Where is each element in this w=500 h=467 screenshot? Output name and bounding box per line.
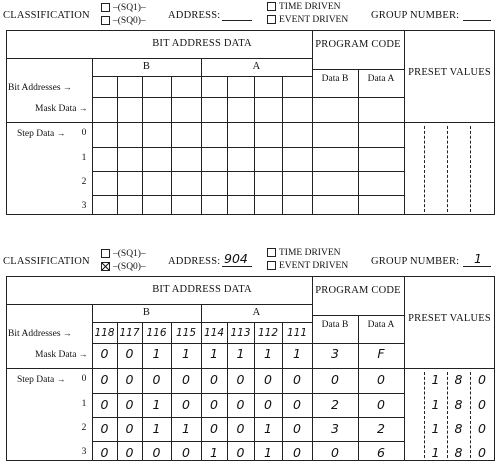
step-data-b-cell[interactable]: 0 <box>331 445 339 460</box>
hline-ba-top <box>92 76 312 77</box>
step-bit-cell[interactable]: 1 <box>182 421 190 436</box>
step-data-b-cell[interactable]: 2 <box>331 397 339 412</box>
mask-data-cell[interactable]: 1 <box>152 346 161 361</box>
step-bit-cell[interactable]: 1 <box>152 421 161 436</box>
step-number-2: 2 <box>81 177 87 187</box>
sq1-option[interactable] <box>101 3 146 13</box>
step-bit-cell[interactable]: 1 <box>264 445 272 460</box>
preset-digit-cell[interactable]: 0 <box>478 372 486 387</box>
event-driven-checkbox[interactable] <box>267 15 276 24</box>
mask-data-cell[interactable]: 1 <box>210 346 218 361</box>
step-bit-cell[interactable]: 0 <box>100 372 109 387</box>
preset-digit-cell[interactable]: 8 <box>454 372 463 387</box>
preset-digit-cell[interactable]: 1 <box>431 397 440 412</box>
step-bit-cell[interactable]: 0 <box>210 372 218 387</box>
vline-prog-mid <box>358 315 359 461</box>
group-number-label: GROUP NUMBER: <box>371 256 460 267</box>
step-data-a-cell[interactable]: 0 <box>377 372 385 387</box>
time-driven-checkbox[interactable] <box>267 248 276 257</box>
step-bit-cell[interactable]: 0 <box>182 397 190 412</box>
time-driven-option[interactable] <box>267 2 340 12</box>
bit-addresses-label: Bit Addresses <box>8 83 61 93</box>
vline-bit-1 <box>117 76 118 215</box>
group-number-underline <box>463 20 491 21</box>
hline-header <box>6 304 312 305</box>
step-bit-cell[interactable]: 0 <box>125 397 134 412</box>
sq0-option[interactable] <box>101 16 146 26</box>
arrow-right-icon: → <box>76 349 88 359</box>
mask-data-row-label <box>35 349 88 360</box>
hline-header <box>6 58 312 59</box>
step-number-0: 0 <box>81 128 87 138</box>
program-code-header: PROGRAM CODE <box>315 285 401 296</box>
hline-preset-top <box>404 122 495 123</box>
vline-prog-left <box>312 30 313 215</box>
step-bit-cell[interactable]: 1 <box>152 397 161 412</box>
vline-bit-3 <box>171 76 172 215</box>
data-a-label: Data A <box>367 320 395 330</box>
data-a-label: Data A <box>367 74 395 84</box>
preset-divider-2 <box>470 126 471 212</box>
step-data-b-cell[interactable]: 0 <box>331 372 339 387</box>
step-number-2: 2 <box>81 423 87 433</box>
step-bit-cell[interactable]: 0 <box>293 445 301 460</box>
sq1-checkbox[interactable] <box>101 249 110 258</box>
event-driven-label: EVENT DRIVEN <box>279 15 349 25</box>
hline-step-top <box>6 122 404 123</box>
vline-bit-5 <box>227 76 228 215</box>
event-driven-checkbox[interactable] <box>267 261 276 270</box>
event-driven-option[interactable] <box>267 15 348 25</box>
bit-address-cell[interactable]: 114 <box>203 327 225 339</box>
preset-digit-cell[interactable]: 8 <box>454 397 463 412</box>
col-a-label: A <box>252 307 261 318</box>
step-data-b-cell[interactable]: 3 <box>331 421 339 436</box>
sq0-checkbox[interactable] <box>101 16 110 25</box>
col-b-label: B <box>142 61 151 72</box>
address-label: ADDRESS: <box>168 256 221 267</box>
step-number-3: 3 <box>81 447 87 457</box>
preset-digit-cell[interactable]: 0 <box>478 421 486 436</box>
vline-prog-right <box>404 276 405 461</box>
preset-digit-cell[interactable]: 8 <box>454 445 463 460</box>
mask-data-cell[interactable]: 1 <box>264 346 272 361</box>
sq1-checkbox[interactable] <box>101 3 110 12</box>
arrow-right-icon: → <box>54 128 66 138</box>
step-bit-cell[interactable]: 1 <box>264 421 272 436</box>
preset-digit-cell[interactable]: 8 <box>454 421 463 436</box>
preset-divider-1 <box>447 126 448 212</box>
sq0-option[interactable] <box>101 262 146 272</box>
mask-data-cell[interactable]: 0 <box>125 346 134 361</box>
bit-address-data-header: BIT ADDRESS DATA <box>152 284 252 295</box>
bit-address-cell[interactable]: 117 <box>119 327 140 339</box>
mask-data-cell[interactable]: 1 <box>293 346 301 361</box>
bit-address-data-header: BIT ADDRESS DATA <box>152 38 252 49</box>
arrow-right-icon: → <box>54 374 66 384</box>
bit-address-cell[interactable]: 116 <box>146 327 167 339</box>
step-bit-cell[interactable]: 0 <box>100 397 109 412</box>
step-data-a-cell[interactable]: 0 <box>377 397 385 412</box>
step-bit-cell[interactable]: 0 <box>182 445 190 460</box>
vline-bit-3 <box>171 322 172 461</box>
address-underline <box>222 20 252 21</box>
vline-bit-5 <box>227 322 228 461</box>
hline-step-top <box>6 368 404 369</box>
mask-data-cell[interactable]: 1 <box>182 346 190 361</box>
time-driven-label: TIME DRIVEN <box>279 248 341 258</box>
vline-bit-1 <box>117 322 118 461</box>
group-number-label: GROUP NUMBER: <box>371 10 460 21</box>
group-number-value[interactable]: 1 <box>474 251 482 266</box>
event-driven-option[interactable] <box>267 261 348 271</box>
bit-address-cell[interactable]: 115 <box>175 327 197 339</box>
sq1-label: –(SQ1)– <box>113 249 146 259</box>
preset-digit-cell[interactable]: 1 <box>431 372 440 387</box>
mask-program-b-cell[interactable]: 3 <box>331 346 339 361</box>
sq1-label: –(SQ1)– <box>113 3 146 13</box>
classification-label: CLASSIFICATION <box>3 256 90 267</box>
step-bit-cell[interactable]: 0 <box>236 372 245 387</box>
mask-program-a-cell[interactable]: F <box>377 346 385 361</box>
sq0-checkbox[interactable] <box>101 262 110 271</box>
bit-address-cell[interactable]: 118 <box>94 327 115 339</box>
data-b-label: Data B <box>321 74 349 84</box>
step-data-a-cell[interactable]: 6 <box>377 445 385 460</box>
sq0-label: –(SQ0)– <box>113 16 146 26</box>
sq1-option[interactable] <box>101 249 146 259</box>
step-bit-cell[interactable]: 0 <box>100 421 109 436</box>
preset-digit-cell[interactable]: 0 <box>478 445 486 460</box>
bit-addresses-row-label <box>8 328 72 339</box>
step-bit-cell[interactable]: 0 <box>264 397 272 412</box>
time-driven-option[interactable] <box>267 248 340 258</box>
bit-addresses-label: Bit Addresses <box>8 329 61 339</box>
preset-values-header: PRESET VALUES <box>408 313 491 324</box>
bit-address-cell[interactable]: 113 <box>230 327 251 339</box>
sq0-label: –(SQ0)– <box>113 262 146 272</box>
vline-prog-mid <box>358 69 359 215</box>
mask-data-cell[interactable]: 0 <box>100 346 109 361</box>
mask-data-label: Mask Data <box>35 104 77 114</box>
step-bit-cell[interactable]: 0 <box>210 421 218 436</box>
address-underline <box>222 266 252 267</box>
col-b-label: B <box>142 307 151 318</box>
step-bit-cell[interactable]: 0 <box>152 372 161 387</box>
hline-preset-top <box>404 368 495 369</box>
vline-labels <box>92 58 93 215</box>
vline-bit-6 <box>254 322 255 461</box>
step-bit-cell[interactable]: 0 <box>293 421 301 436</box>
step-data-row-label <box>17 374 65 385</box>
vline-bit-2 <box>142 322 143 461</box>
event-driven-label: EVENT DRIVEN <box>279 261 349 271</box>
step-bit-cell[interactable]: 0 <box>293 372 301 387</box>
vline-prog-right <box>404 30 405 215</box>
step-bit-cell[interactable]: 0 <box>182 372 190 387</box>
step-bit-cell[interactable]: 0 <box>125 445 134 460</box>
mask-data-cell[interactable]: 1 <box>236 346 245 361</box>
step-number-1: 1 <box>81 399 87 409</box>
col-a-label: A <box>252 61 261 72</box>
step-number-1: 1 <box>81 153 87 163</box>
vline-bit-7 <box>282 76 283 215</box>
step-bit-cell[interactable]: 0 <box>125 421 134 436</box>
step-bit-cell[interactable]: 1 <box>210 445 218 460</box>
preset-digit-cell[interactable]: 1 <box>431 421 440 436</box>
vline-bit-7 <box>282 322 283 461</box>
vline-bit-2 <box>142 76 143 215</box>
arrow-right-icon: → <box>76 103 88 113</box>
sequencer-form-blank <box>0 0 500 215</box>
address-label: ADDRESS: <box>168 10 221 21</box>
step-bit-cell[interactable]: 0 <box>264 372 272 387</box>
classification-label: CLASSIFICATION <box>3 10 90 21</box>
data-b-label: Data B <box>321 320 349 330</box>
vline-bit-6 <box>254 76 255 215</box>
step-number-3: 3 <box>81 201 87 211</box>
address-value[interactable]: 904 <box>224 251 248 266</box>
mask-data-row-label <box>35 103 88 114</box>
step-data-label: Step Data <box>17 129 55 139</box>
preset-values-header: PRESET VALUES <box>408 67 491 78</box>
arrow-right-icon: → <box>60 82 72 92</box>
mask-data-label: Mask Data <box>35 350 77 360</box>
preset-divider-0 <box>424 126 425 212</box>
group-number-underline <box>463 266 491 267</box>
step-bit-cell[interactable]: 0 <box>100 445 109 460</box>
vline-ba-split <box>201 58 202 215</box>
step-data-a-cell[interactable]: 2 <box>377 421 385 436</box>
step-bit-cell[interactable]: 0 <box>236 397 245 412</box>
step-bit-cell[interactable]: 0 <box>236 445 245 460</box>
step-bit-cell[interactable]: 0 <box>210 397 218 412</box>
bit-address-cell[interactable]: 111 <box>286 327 308 339</box>
time-driven-label: TIME DRIVEN <box>279 2 341 12</box>
bit-address-cell[interactable]: 112 <box>257 327 279 339</box>
preset-digit-cell[interactable]: 1 <box>431 445 440 460</box>
step-number-0: 0 <box>81 374 87 384</box>
sequencer-form-filled <box>0 246 500 461</box>
hline-ba-top <box>92 322 312 323</box>
step-data-label: Step Data <box>17 375 55 385</box>
arrow-right-icon: → <box>60 328 72 338</box>
step-data-row-label <box>17 128 65 139</box>
preset-digit-cell[interactable]: 0 <box>478 397 486 412</box>
step-bit-cell[interactable]: 0 <box>236 421 245 436</box>
time-driven-checkbox[interactable] <box>267 2 276 11</box>
step-bit-cell[interactable]: 0 <box>293 397 301 412</box>
step-bit-cell[interactable]: 0 <box>152 445 161 460</box>
step-bit-cell[interactable]: 0 <box>125 372 134 387</box>
program-code-header: PROGRAM CODE <box>315 39 401 50</box>
bit-addresses-row-label <box>8 82 72 93</box>
